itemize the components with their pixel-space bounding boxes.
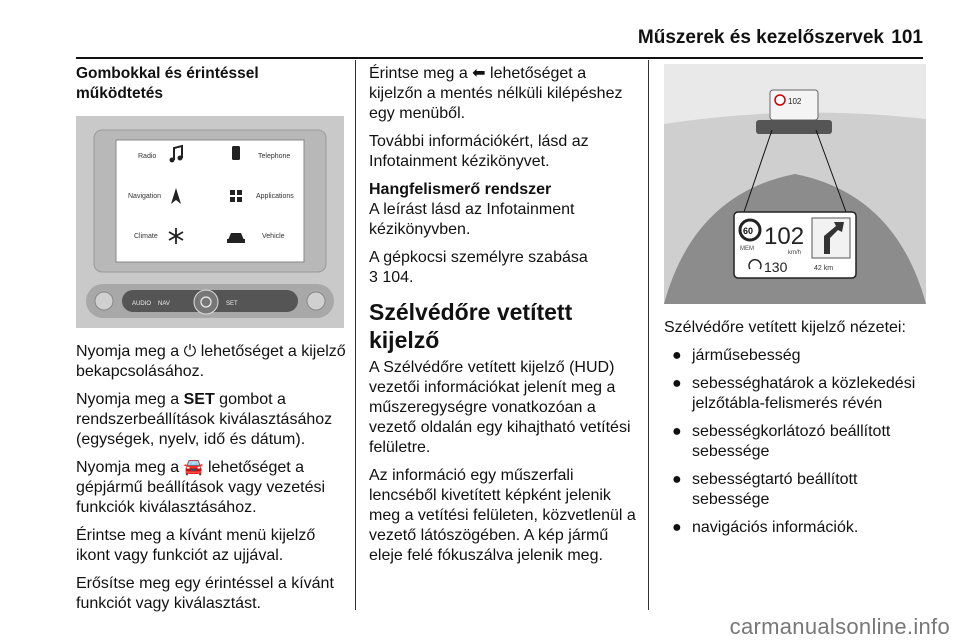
column-divider-2 <box>648 60 649 610</box>
power-icon: ⏻ <box>183 343 197 360</box>
column-3 <box>664 64 924 546</box>
voice-recognition-heading: Hangfelismerő rendszer <box>369 181 552 198</box>
hud-heading: Szélvédőre vetített kijelző <box>369 299 573 353</box>
label-navigation: Navigation <box>128 193 162 200</box>
section-title: Gombokkal és érintéssel működtetés <box>76 65 259 102</box>
paragraph-confirm: Erősítse meg egy érintéssel a kívánt funkciót vagy kiválasztást. <box>76 575 334 612</box>
column-2 <box>369 64 637 574</box>
label-vehicle: Vehicle <box>262 233 285 240</box>
paragraph-vehicle: Nyomja meg a 🚘 lehetőséget a gépjármű beállítások vagy vezetési funkciók kiválasztásához. <box>76 459 326 516</box>
hud-limit: 60 <box>743 226 754 236</box>
phone-icon <box>232 146 240 160</box>
hud-views-intro: Szélvédőre vetített kijelző nézetei: <box>664 319 906 336</box>
paragraph-set: Nyomja meg a SET gombot a rendszerbeállítások kiválasztásához (egységek, nyelv, idő és dátum). <box>76 391 333 448</box>
paragraph-back: Érintse meg a ⬅ lehetőséget a kijelzőn a mentés nélküli kilépéshez egy menüből. <box>369 65 623 122</box>
label-climate: Climate <box>134 233 158 240</box>
voice-recognition-text: A leírást lásd az Infotainment kézikönyvben. <box>369 201 575 238</box>
hud-unit: km/h <box>788 250 802 256</box>
list-item: ● sebességtartó beállított sebessége <box>672 471 858 508</box>
list-item: ● sebességhatárok a közlekedési jelzőtábla-felismerés révén <box>672 375 916 412</box>
page-ref-link[interactable]: 104. <box>377 269 414 286</box>
list-item: ● navigációs információk. <box>672 519 859 536</box>
speed-limit-sign-icon <box>740 220 760 240</box>
label-radio: Radio <box>138 153 157 160</box>
label-telephone: Telephone <box>258 153 291 160</box>
hud-mem: MEM <box>740 246 754 252</box>
infotainment-figure <box>76 116 344 328</box>
paragraph-hud-projection: Az információ egy műszerfali lencséből kivetített képként jelenik meg a vetítési felületen, közvetlenül a vezető látószögében. A kép jármű eleje felé fókuszálva jelenik meg. <box>369 467 636 564</box>
column-divider-1 <box>355 60 356 610</box>
hud-speed: 102 <box>764 223 805 250</box>
hud-set-speed: 130 <box>764 259 788 275</box>
list-item: ● járműsebesség <box>672 347 801 364</box>
hud-distance: 42 km <box>814 265 834 272</box>
vehicle-icon: 🚘 <box>183 459 204 476</box>
set-keyword: SET <box>183 391 215 408</box>
hud-figure <box>664 64 926 304</box>
column-1 <box>76 64 346 622</box>
list-item: ● sebességkorlátozó beállított sebessége <box>672 423 891 460</box>
page-ref-icon: 3 <box>369 269 378 286</box>
paragraph-touch: Érintse meg a kívánt menü kijelző ikont vagy funkciót az ujjával. <box>76 527 316 564</box>
footer-watermark: carmanualsonline.info <box>729 614 950 639</box>
header-rule <box>76 57 923 59</box>
hud-views-list <box>664 346 924 538</box>
page-number: 101 <box>891 27 923 48</box>
label-applications: Applications <box>256 193 294 200</box>
paragraph-personalisation: A gépkocsi személyre szabása 3 104. <box>369 249 588 286</box>
power-knob-icon <box>194 290 218 314</box>
audio-button-label: AUDIO <box>132 301 152 307</box>
back-arrow-icon: ⬅ <box>472 65 486 82</box>
paragraph-power: Nyomja meg a ⏻ lehetőséget a kijelző bekapcsolásához. <box>76 343 346 380</box>
page-header <box>0 0 960 60</box>
nav-button-label: NAV <box>158 301 170 307</box>
paragraph-more-info: További információkért, lásd az Infotainment kézikönyvet. <box>369 133 589 170</box>
set-button-label: SET <box>226 301 238 307</box>
hud-small-speed: 102 <box>788 97 802 106</box>
header-title: Műszerek és kezelőszervek <box>637 27 884 48</box>
paragraph-hud-intro: A Szélvédőre vetített kijelző (HUD) vezetői információkat jelenít meg a műszeregységre vonatkozóan a vezető oldalán egy kihajtható vetítési felületre. <box>369 359 631 456</box>
